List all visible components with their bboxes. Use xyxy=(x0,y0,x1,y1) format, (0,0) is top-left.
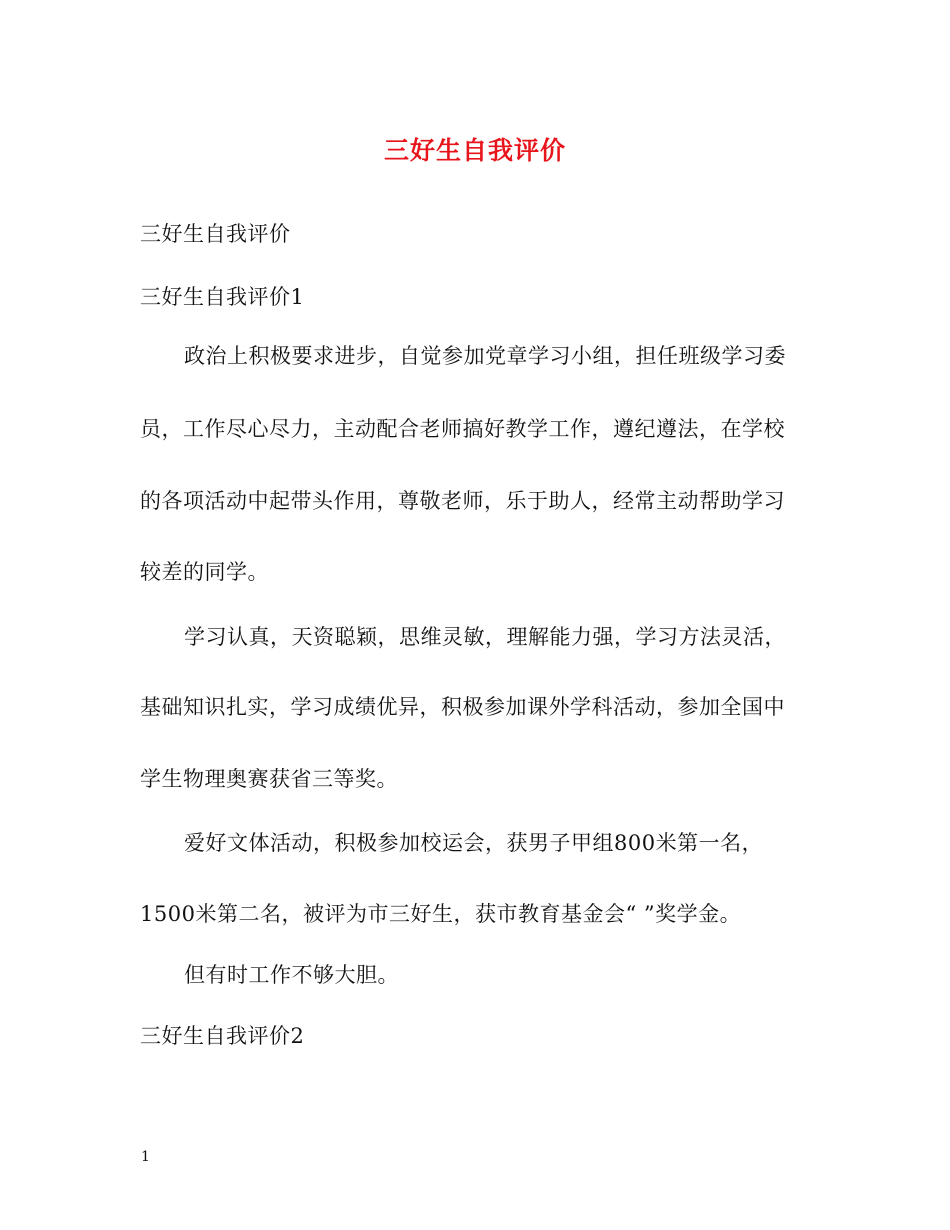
section-heading-1: 三好生自我评价1 xyxy=(140,285,305,309)
paragraph-line: 学生物理奥赛获省三等奖。 xyxy=(140,767,398,791)
paragraph-line: 爱好文体活动，积极参加校运会，获男子甲组800米第一名， xyxy=(184,831,764,855)
paragraph-line: 政治上积极要求进步，自觉参加党章学习小组，担任班级学习委 xyxy=(184,344,786,368)
paragraph-line: 的各项活动中起带头作用，尊敬老师，乐于助人，经常主动帮助学习 xyxy=(140,489,785,513)
heading-line: 三好生自我评价 xyxy=(140,222,291,246)
paragraph-line: 较差的同学。 xyxy=(140,560,269,584)
paragraph-line: 1500米第二名，被评为市三好生，获市教育基金会“ ”奖学金。 xyxy=(140,902,742,926)
document-title: 三好生自我评价 xyxy=(383,136,566,165)
section-heading-2: 三好生自我评价2 xyxy=(140,1024,305,1048)
paragraph-line: 但有时工作不够大胆。 xyxy=(184,963,399,987)
paragraph-line: 员，工作尽心尽力，主动配合老师搞好教学工作，遵纪遵法，在学校 xyxy=(140,417,785,441)
page-number: 1 xyxy=(141,1149,150,1165)
paragraph-line: 学习认真，天资聪颖，思维灵敏，理解能力强，学习方法灵活， xyxy=(184,625,786,649)
paragraph-line: 基础知识扎实，学习成绩优异，积极参加课外学科活动，参加全国中 xyxy=(140,695,785,719)
